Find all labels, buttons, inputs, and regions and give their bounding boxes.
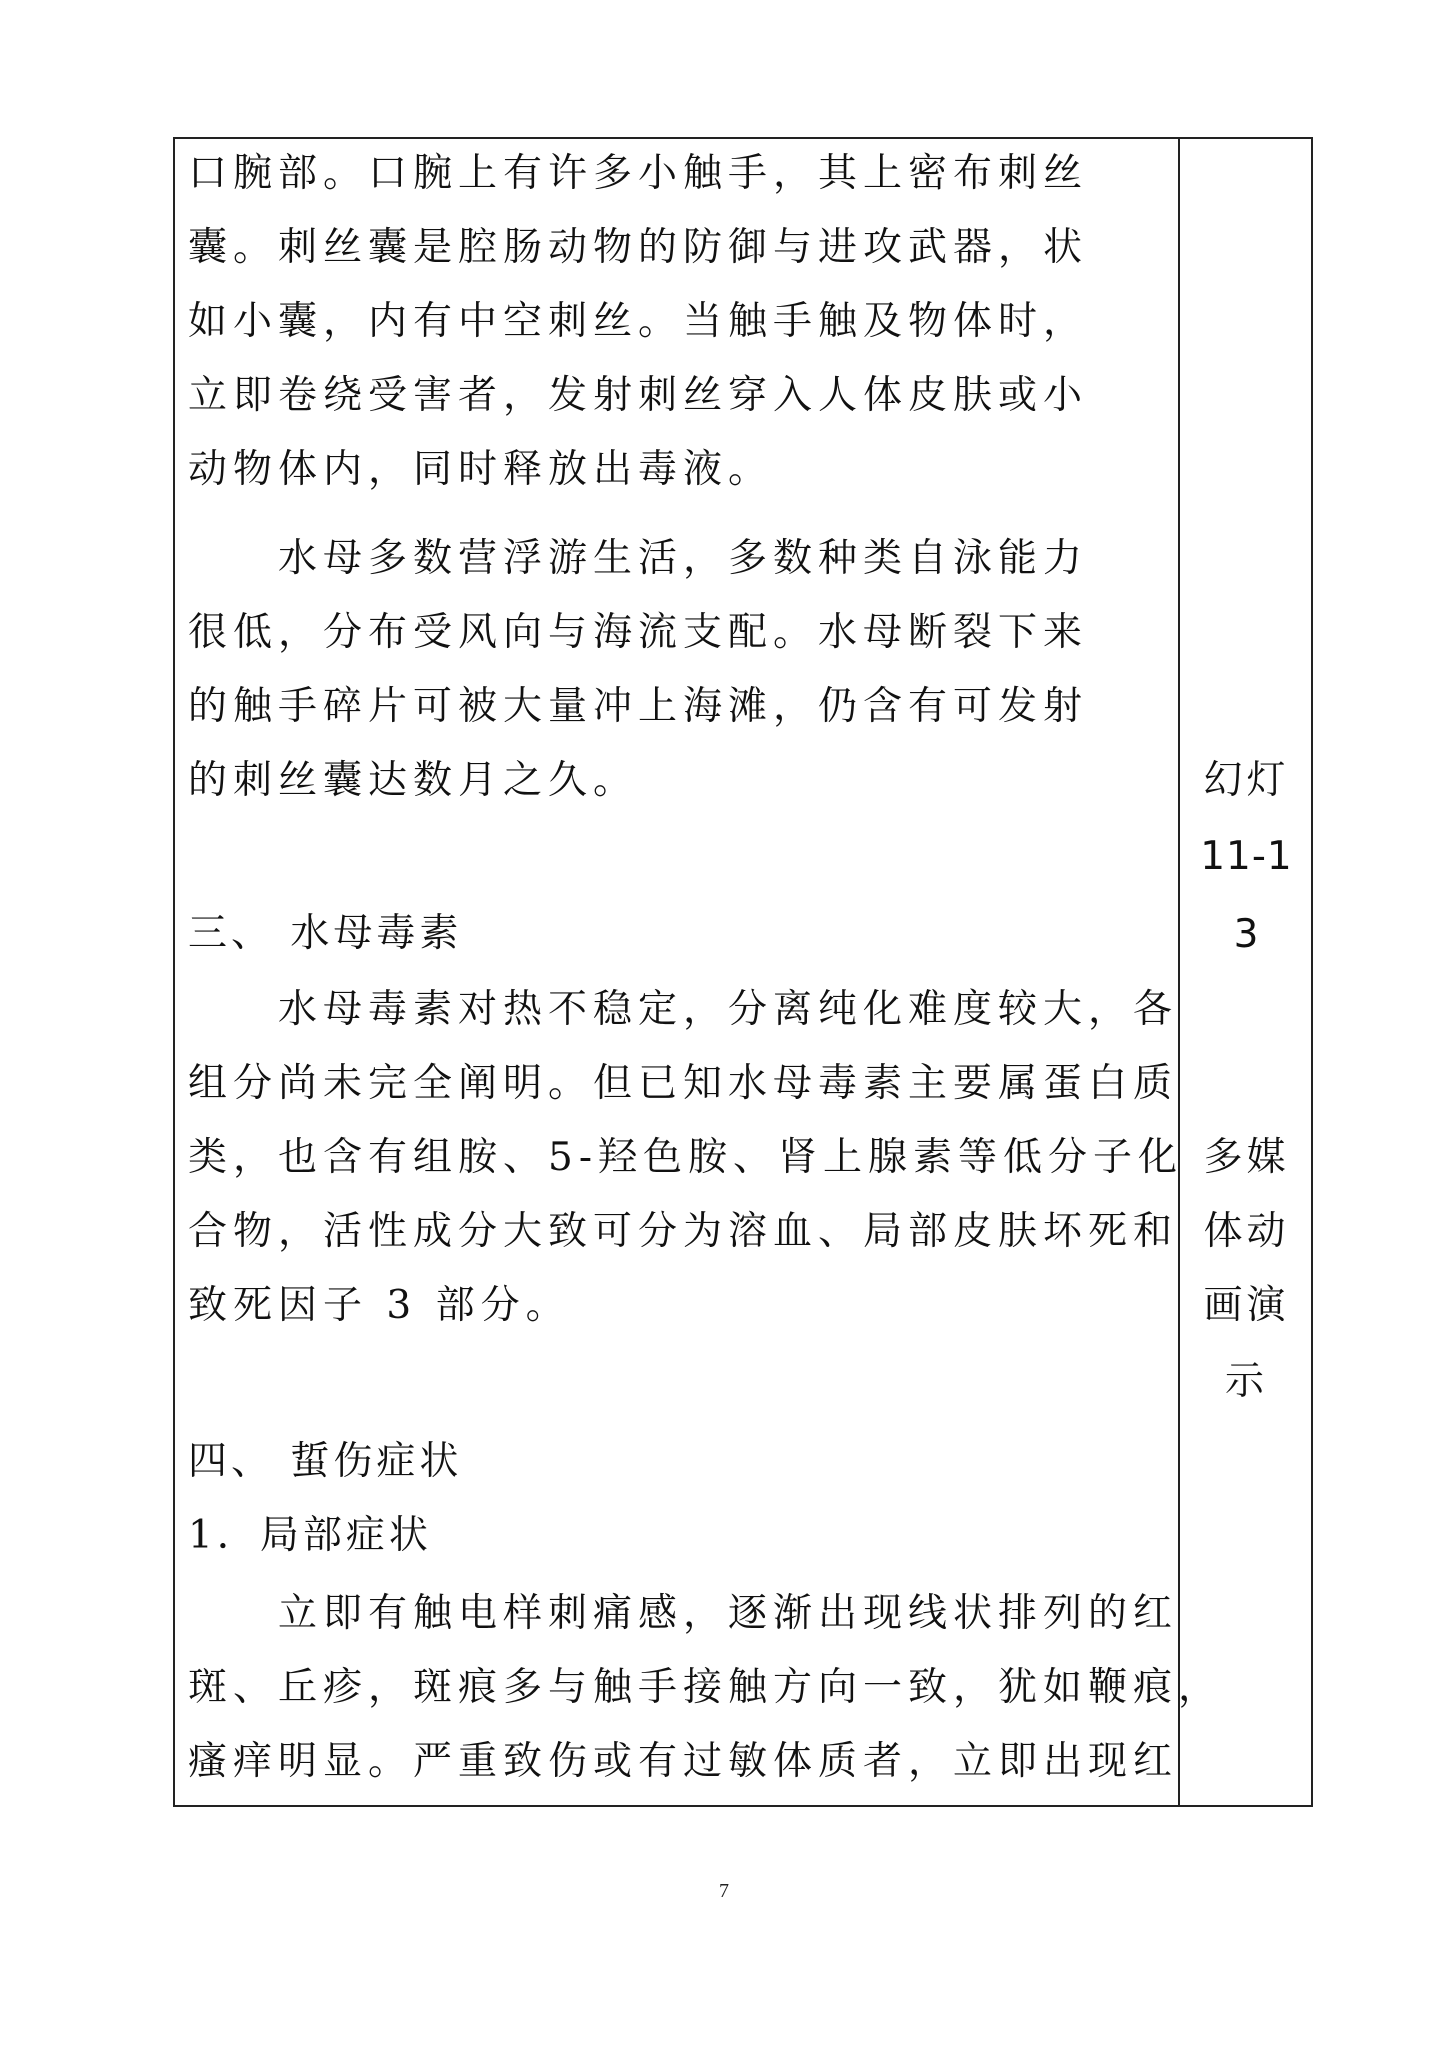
paragraph-line: 斑、丘疹，斑痕多与触手接触方向一致，犹如鞭痕， bbox=[188, 1665, 1224, 1710]
paragraph-line: 组分尚未完全阐明。但已知水母毒素主要属蛋白质 bbox=[188, 1061, 1179, 1106]
media-note-line-4: 示 bbox=[1224, 1359, 1268, 1404]
paragraph-line: 合物，活性成分大致可分为溶血、局部皮肤坏死和 bbox=[188, 1209, 1179, 1254]
page-number: 7 bbox=[719, 1880, 729, 1902]
paragraph-line: 致死因子 3 部分。 bbox=[188, 1283, 571, 1328]
paragraph-line: 类，也含有组胺、5-羟色胺、肾上腺素等低分子化 bbox=[188, 1135, 1183, 1180]
paragraph-line: 的刺丝囊达数月之久。 bbox=[188, 758, 639, 803]
slide-range-line-2: 3 bbox=[1233, 912, 1260, 957]
paragraph-line: 瘙痒明显。严重致伤或有过敏体质者，立即出现红 bbox=[188, 1739, 1179, 1784]
paragraph-line: 立即卷绕受害者，发射刺丝穿入人体皮肤或小 bbox=[188, 373, 1089, 418]
paragraph-line: 动物体内，同时释放出毒液。 bbox=[188, 447, 774, 492]
paragraph-line: 口腕部。口腕上有许多小触手，其上密布刺丝 bbox=[188, 151, 1089, 196]
paragraph-line: 水母多数营浮游生活，多数种类自泳能力 bbox=[278, 536, 1089, 581]
slide-label: 幻灯 bbox=[1203, 758, 1290, 803]
paragraph-line: 很低，分布受风向与海流支配。水母断裂下来 bbox=[188, 610, 1089, 655]
paragraph-line: 的触手碎片可被大量冲上海滩，仍含有可发射 bbox=[188, 684, 1089, 729]
media-note-line-2: 体动 bbox=[1203, 1209, 1290, 1254]
paragraph-line: 立即有触电样刺痛感，逐渐出现线状排列的红 bbox=[278, 1591, 1179, 1636]
section-heading-toxin: 三、 水母毒素 bbox=[188, 911, 463, 956]
paragraph-line: 水母毒素对热不稳定，分离纯化难度较大，各 bbox=[278, 987, 1179, 1032]
subsection-heading-local: 1．局部症状 bbox=[188, 1513, 432, 1558]
paragraph-line: 囊。刺丝囊是腔肠动物的防御与进攻武器，状 bbox=[188, 225, 1089, 270]
media-note-line-1: 多媒 bbox=[1203, 1135, 1290, 1180]
section-heading-symptoms: 四、 蜇伤症状 bbox=[188, 1439, 463, 1484]
media-note-line-3: 画演 bbox=[1203, 1283, 1290, 1328]
paragraph-line: 如小囊，内有中空刺丝。当触手触及物体时， bbox=[188, 299, 1089, 344]
slide-range-line-1: 11-1 bbox=[1200, 834, 1293, 879]
main-content-cell bbox=[188, 137, 1224, 1807]
side-notes-cell bbox=[1180, 137, 1313, 1807]
